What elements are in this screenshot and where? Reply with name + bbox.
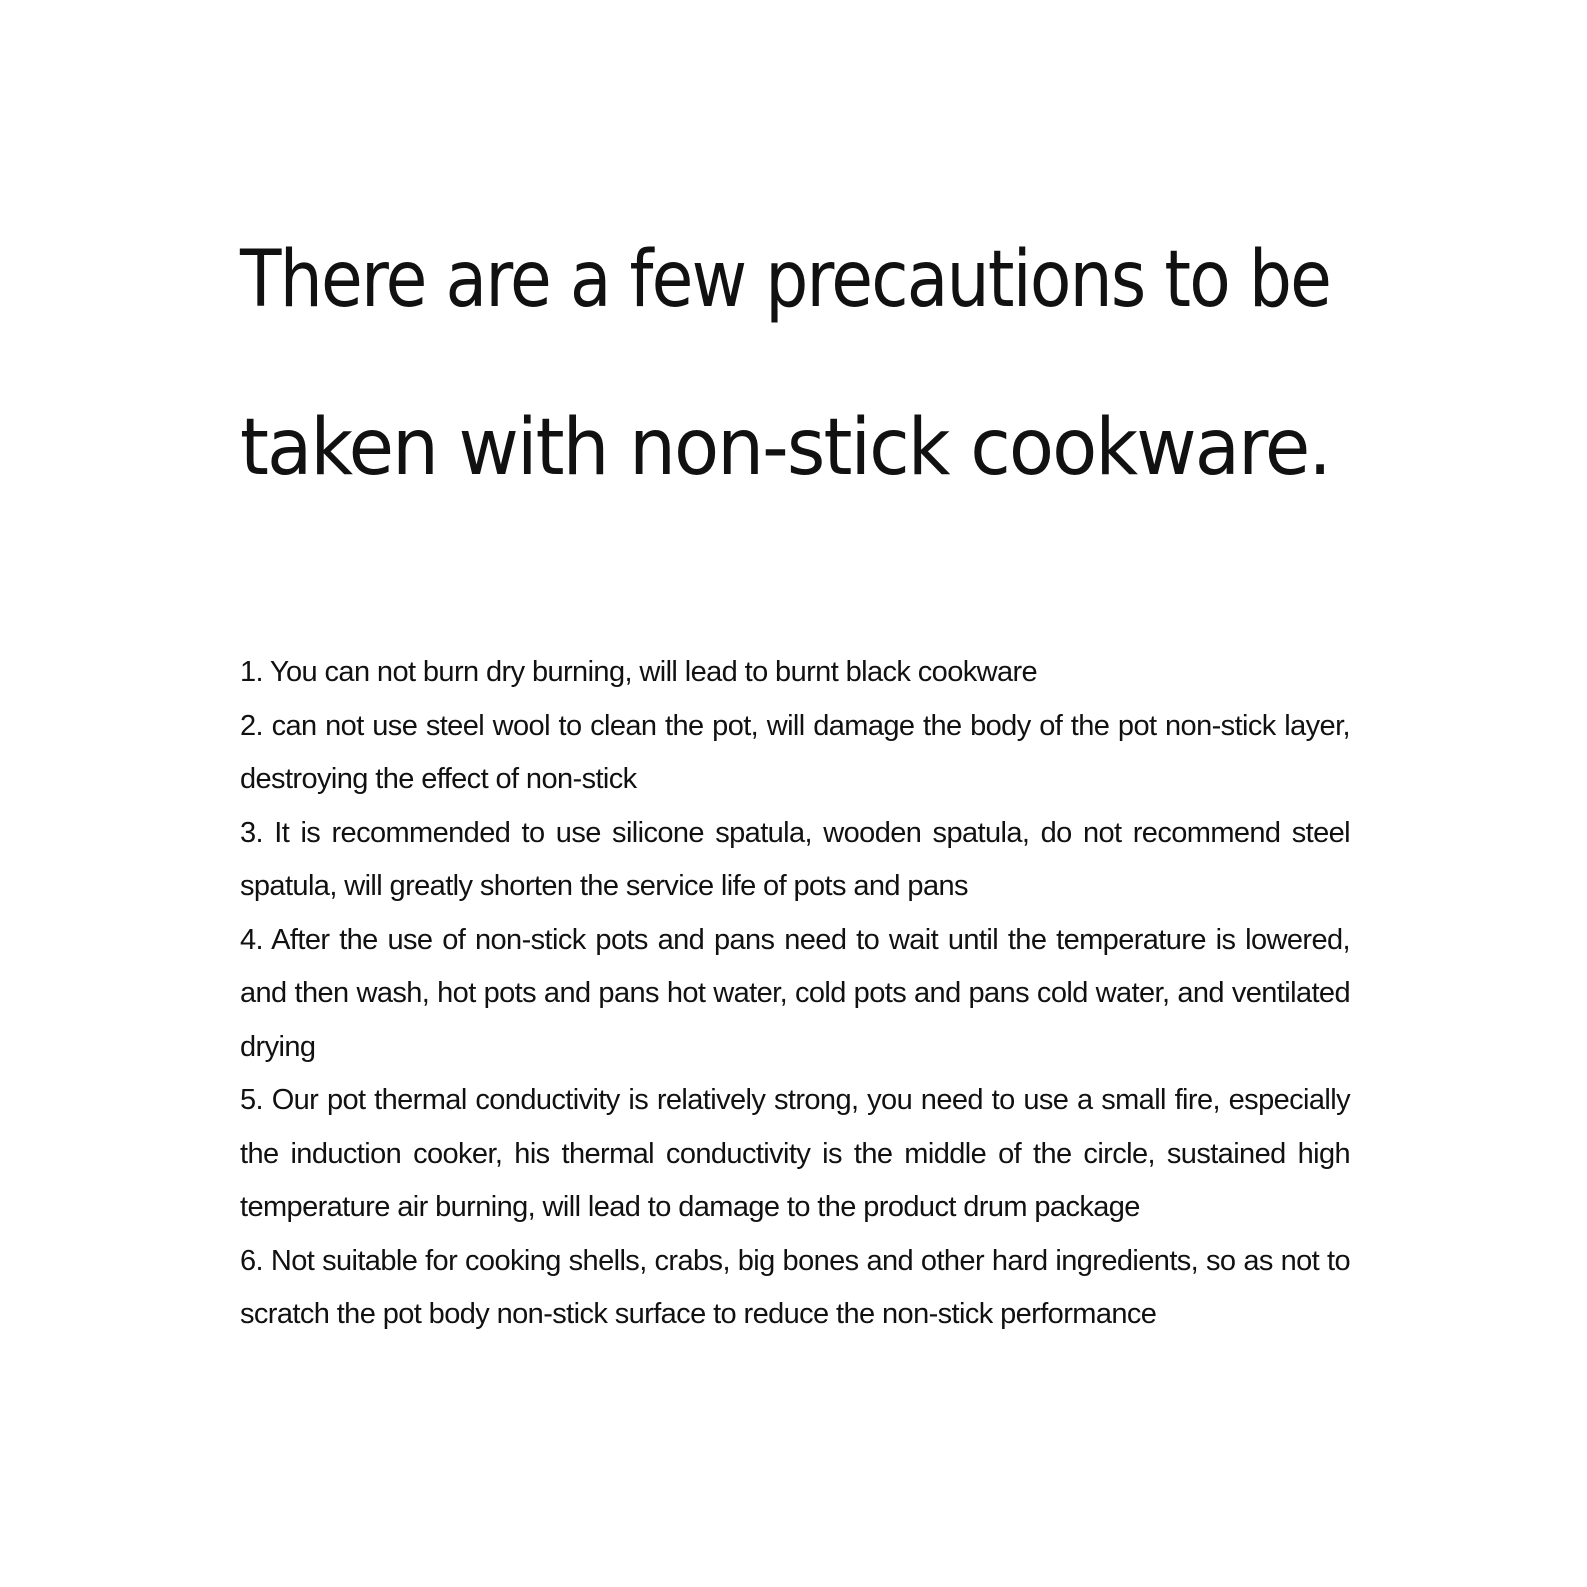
precaution-item-6: 6. Not suitable for cooking shells, crabs, big bones and other hard ingredients, so as not to scratch the pot body non-stick surface to reduce the non-stick performance <box>240 1244 1350 1330</box>
title-line-2: taken with non-stick cookware. <box>240 403 1330 493</box>
precaution-item-1: 1. You can not burn dry burning, will lead to burnt black cookware <box>240 656 1038 688</box>
precaution-item-3: 3. It is recommended to use silicone spatula, wooden spatula, do not recommend steel spatula, will greatly shorten the service life of pots and pans <box>240 816 1350 902</box>
precaution-item-5: 5. Our pot thermal conductivity is relatively strong, you need to use a small fire, especially the induction cooker, his thermal conductivity is the middle of the circle, sustained high temperature air burning, will lead to damage to the product drum package <box>240 1084 1350 1223</box>
precaution-item-4: 4. After the use of non-stick pots and pans need to wait until the temperature is lowered, and then wash, hot pots and pans hot water, cold pots and pans cold water, and ventilated drying <box>240 923 1350 1063</box>
precaution-item-2: 2. can not use steel wool to clean the pot, will damage the body of the pot non-stick layer, destroying the effect of non-stick <box>240 709 1350 795</box>
title-line-1: There are a few precautions to be <box>240 235 1331 325</box>
page-title <box>240 196 1350 532</box>
precautions-list <box>240 646 1350 1342</box>
